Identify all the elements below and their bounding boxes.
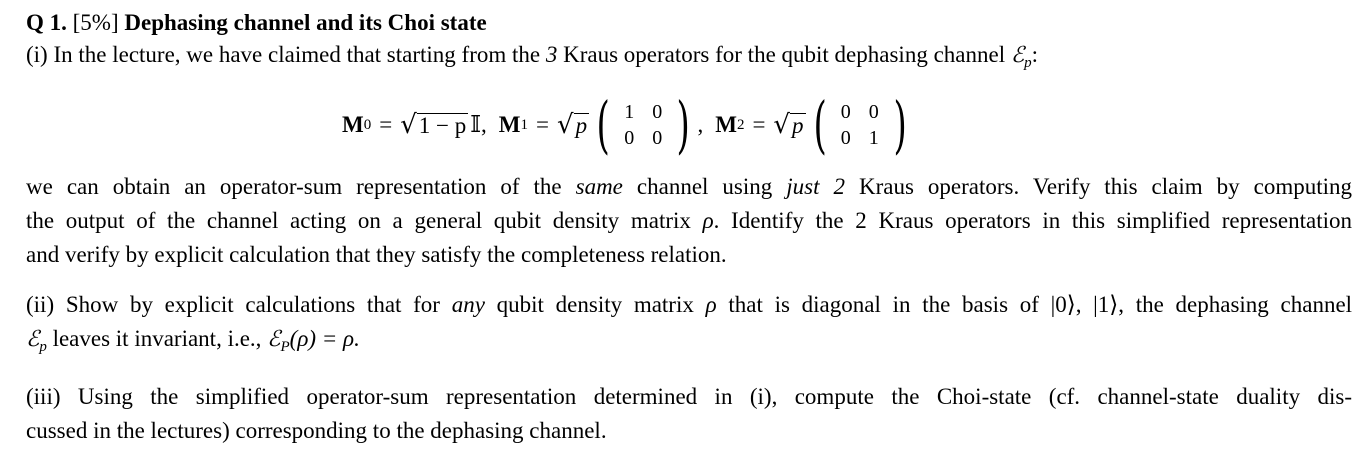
- part-i-just-2: just 2: [786, 174, 845, 199]
- part-ii-channel-symbol-2: ℰ: [267, 327, 281, 352]
- rho-symbol: ρ: [702, 208, 714, 233]
- m1-equals: =: [536, 112, 549, 137]
- part-i-line-2-b: . Identify the 2 Kraus operators in this simplified representation: [713, 208, 1353, 233]
- part-iii: [26, 380, 1352, 448]
- part-iii-line-2: cussed in the lectures) corresponding to the dephasing channel.: [26, 418, 607, 443]
- m2-cell-21: 0: [840, 127, 851, 149]
- m1-cell-22: 0: [652, 127, 663, 149]
- part-ii: [26, 288, 1352, 364]
- part-ii-channel-sub: p: [39, 339, 47, 355]
- m2-left-paren: (: [812, 88, 827, 161]
- question-title: Dephasing channel and its Choi state: [124, 10, 487, 35]
- part-i-intro-number: 3: [545, 42, 558, 67]
- part-iii-line-1: (iii) Using the simplified operator-sum representation determined in (i), compute the Choi-state (cf. channel-state duality dis-: [26, 384, 1352, 409]
- part-ii-any: any: [451, 292, 485, 317]
- m2-sqrt-sign: √: [773, 110, 790, 140]
- part-ii-line-1-c: that is diagonal in the basis of |0⟩, |1⟩, the dephasing channel: [728, 292, 1353, 317]
- m2-symbol: M: [715, 112, 737, 137]
- part-i-intro-line: [26, 38, 1352, 80]
- m1-sqrt: [557, 112, 589, 138]
- part-i-line-2-a: the output of the channel acting on a general qubit density matrix: [26, 208, 691, 233]
- m1-sqrt-argument: p: [575, 113, 588, 138]
- part-i-body: [26, 170, 1352, 272]
- part-ii-line-1-a: (ii) Show by explicit calculations that for: [26, 292, 440, 317]
- part-i-line-1-b: channel using: [636, 174, 773, 199]
- question-heading: [26, 8, 1352, 38]
- part-i-line-1-a: we can obtain an operator-sum representation of the: [26, 174, 562, 199]
- m0-comma: ,: [481, 112, 487, 137]
- part-ii-rho: ρ: [705, 292, 717, 317]
- channel-symbol: ℰ: [1010, 43, 1025, 68]
- problem-page: [26, 8, 1352, 448]
- m1-sqrt-sign: √: [556, 110, 574, 140]
- part-i-intro-text: (i) In the lecture, we have claimed that starting from the: [26, 42, 541, 67]
- m2-sqrt: [773, 112, 805, 138]
- m0-equals: =: [379, 112, 393, 137]
- part-ii-channel-sub-cap: P: [280, 339, 290, 355]
- question-number: Q 1.: [26, 10, 67, 35]
- m1-cell-11: 1: [624, 101, 635, 123]
- m2-matrix: [808, 88, 912, 161]
- part-i-intro: [26, 38, 1352, 80]
- intro-colon: :: [1031, 42, 1039, 67]
- m1-symbol: M: [498, 112, 521, 137]
- part-i-line-1: [26, 170, 1352, 204]
- channel-subscript: p: [1024, 55, 1032, 71]
- m1-comma: ,: [697, 112, 704, 137]
- m1-matrix: [591, 88, 695, 161]
- part-ii-line-2: [26, 322, 1352, 364]
- m0-sqrt: [400, 112, 468, 138]
- part-i-line-1-c: Kraus operators. Verify this claim by computing: [859, 174, 1353, 199]
- m1-matrix-grid: [615, 99, 671, 151]
- part-ii-invariance-expr: (ρ) = ρ.: [289, 326, 360, 351]
- kraus-equation: [26, 80, 1352, 170]
- m0-subscript: 0: [363, 116, 372, 133]
- m1-subscript: 1: [520, 116, 528, 133]
- part-i-line-3: and verify by explicit calculation that they satisfy the completeness relation.: [26, 242, 727, 267]
- m2-matrix-grid: [832, 99, 888, 151]
- identity-symbol: 𝕀: [470, 112, 482, 137]
- m2-equals: =: [752, 112, 766, 137]
- part-ii-line-1-b: qubit density matrix: [496, 292, 694, 317]
- m1-cell-12: 0: [652, 101, 663, 123]
- part-i-line-2: [26, 204, 1352, 238]
- m0-symbol: M: [342, 112, 364, 137]
- part-i-same: same: [575, 174, 623, 199]
- kraus-equation-row: [342, 88, 914, 161]
- part-i-intro-after: Kraus operators for the qubit dephasing channel: [563, 42, 1006, 67]
- m2-cell-11: 0: [840, 101, 851, 123]
- m2-cell-22: 1: [868, 127, 879, 149]
- part-ii-line-1: [26, 288, 1352, 322]
- m2-sqrt-argument: p: [792, 113, 804, 138]
- m2-subscript: 2: [736, 116, 745, 133]
- m2-cell-12: 0: [868, 101, 879, 123]
- question-weight: [5%]: [72, 10, 119, 35]
- part-ii-line-2-a: leaves it invariant, i.e.,: [52, 326, 262, 351]
- m0-sqrt-argument: 1 − p: [418, 113, 467, 138]
- part-ii-channel-symbol: ℰ: [26, 327, 40, 352]
- m1-cell-21: 0: [624, 127, 635, 149]
- m0-sqrt-sign: √: [400, 110, 417, 140]
- m1-right-paren: ): [676, 88, 691, 161]
- m2-right-paren: ): [893, 88, 907, 161]
- m1-left-paren: (: [596, 88, 610, 161]
